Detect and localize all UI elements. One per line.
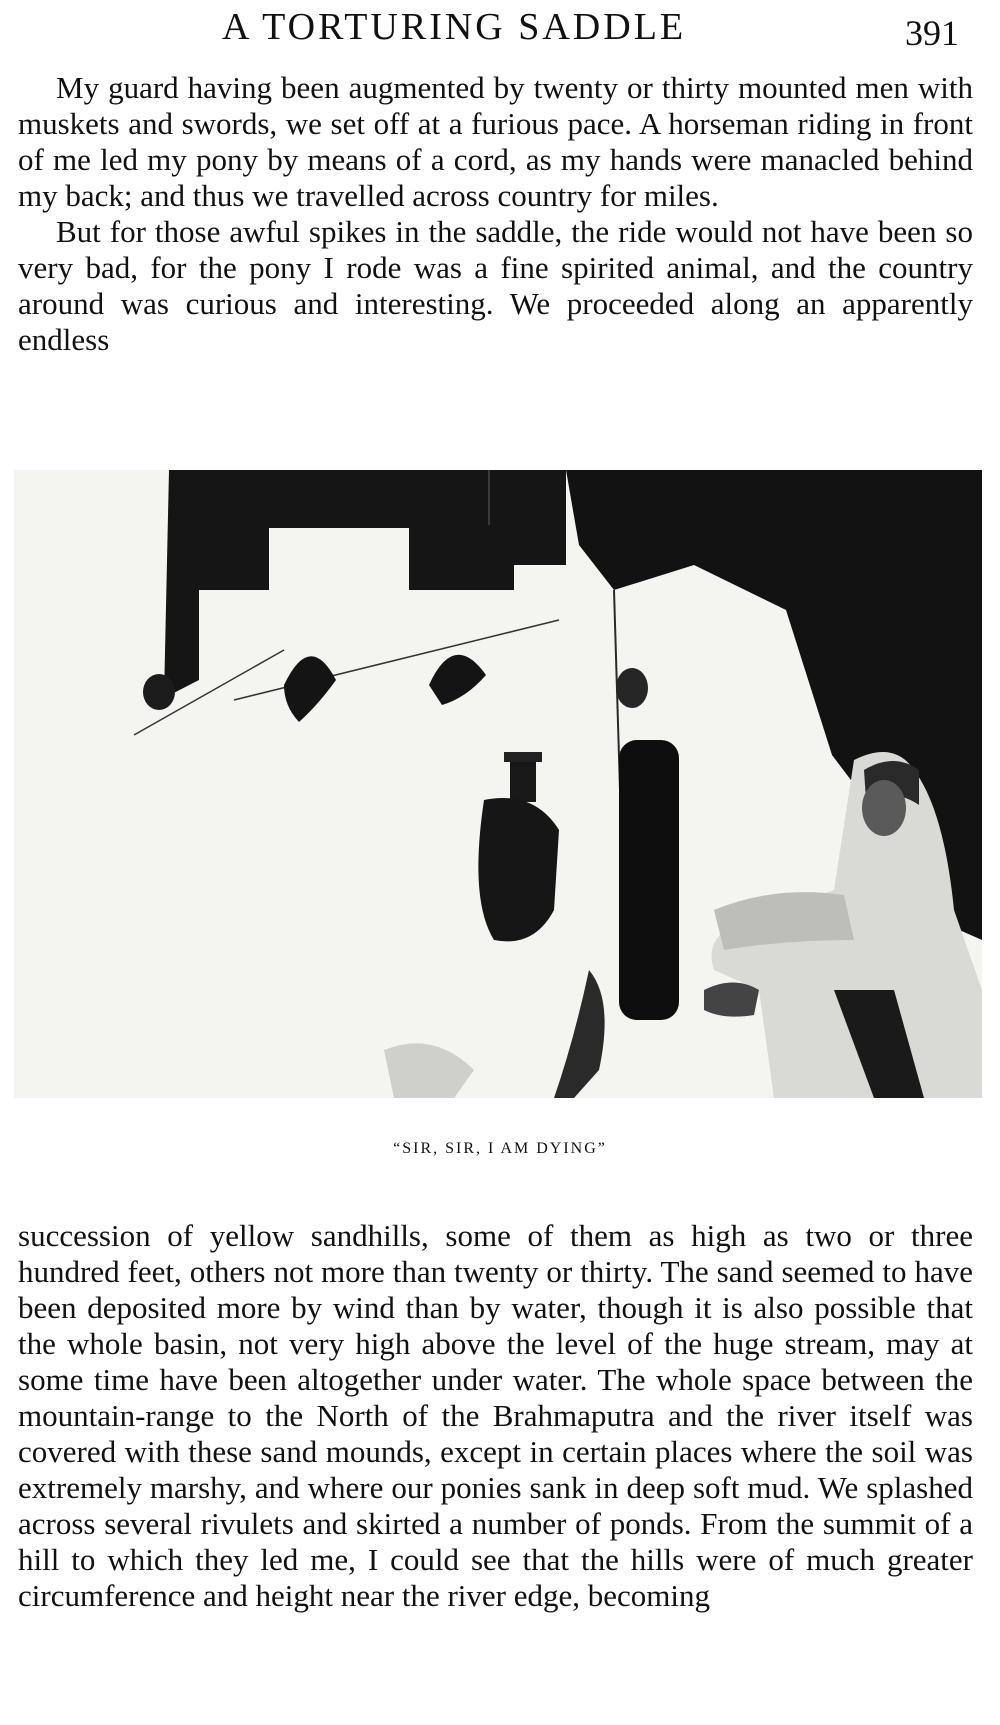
page-header [0,4,1000,53]
paragraph: succession of yellow sandhills, some of them as high as two or three hundred feet, others not more than twenty or thirty. The sand seemed to have been deposited more by wind than by water, though it is also possible that the whole basin, not very high above the level of the huge stream, may at some time have been altogether under water. The whole space between the mountain-range to the North of the Brahmaputra and the river itself was covered with these sand mounds, except in certain places where the soil was extremely marshy, and where our ponies sank in deep soft mud. We splashed across several rivulets and skirted a number of ponds. From the summit of a hill to which they led me, I could see that the hills were of much greater circumference and height near the river edge, becoming [18,1218,973,1613]
paragraph: My guard having been augmented by twenty or thirty mounted men with muskets and swords, we set off at a furious pace. A horseman riding in front of me led my pony by means of a cord, as my hands were manacled behind my back; and thus we travelled across country for miles. [18,70,973,213]
page-number: 391 [905,13,959,53]
illustration [14,470,982,1098]
paragraph: But for those awful spikes in the saddle, the ride would not have been so very bad, for the pony I rode was a fine spirited animal, and the country around was curious and interesting. We proceeded along an apparently endless [18,214,973,357]
body-text-bottom [18,1218,973,1614]
figure-caption: “SIR, SIR, I AM DYING” [393,1140,607,1157]
running-title: A TORTURING SADDLE [222,6,687,48]
body-text-top [18,70,973,358]
illustration-drawing [14,470,982,1098]
